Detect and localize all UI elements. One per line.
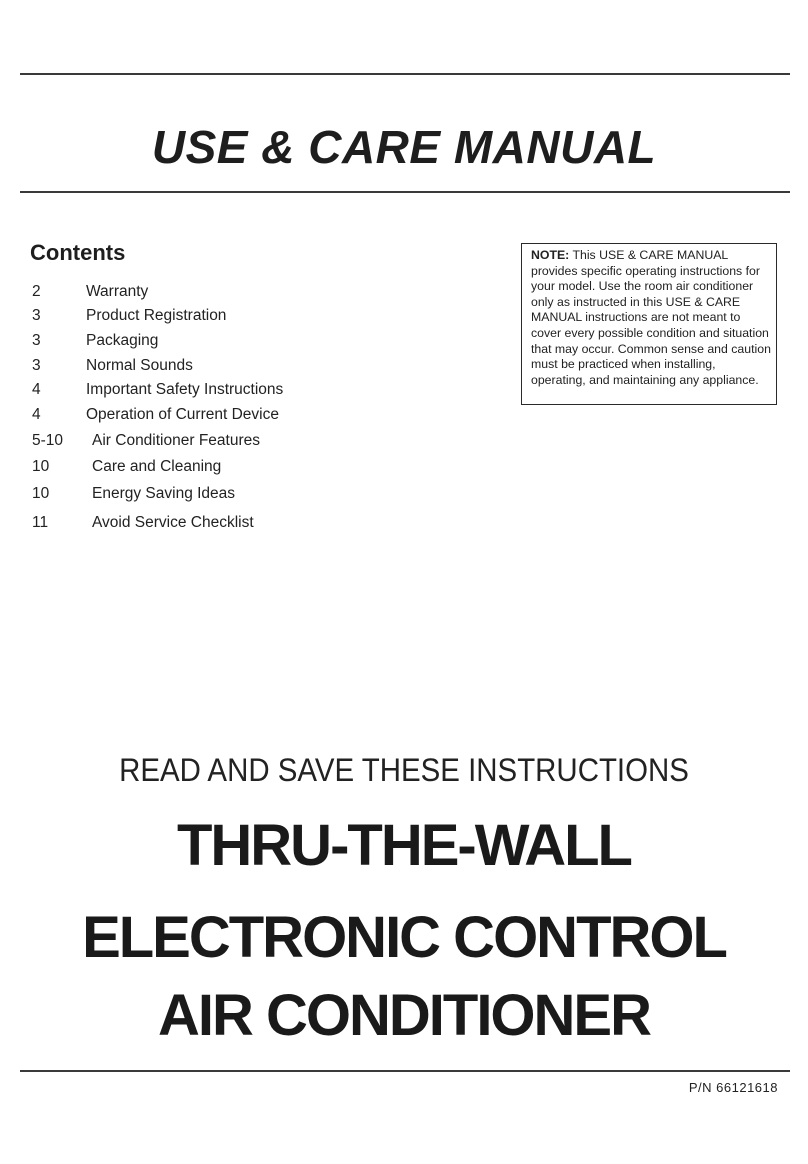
toc-item: [32, 307, 226, 325]
toc-label: Packaging: [86, 332, 159, 349]
toc-label: Energy Saving Ideas: [92, 485, 236, 502]
toc-label: Product Registration: [86, 307, 227, 324]
bottom-rule: [20, 1070, 790, 1072]
part-number: P/N 66121618: [688, 1080, 778, 1095]
toc-page: 4: [32, 406, 41, 423]
note-label: NOTE:: [531, 248, 570, 262]
toc-item: [32, 458, 221, 476]
toc-page: 2: [32, 283, 41, 300]
toc-page: 3: [32, 357, 41, 374]
toc-item: [32, 381, 283, 399]
note-box: [521, 243, 777, 405]
toc-label: Avoid Service Checklist: [92, 514, 254, 531]
toc-page: 5-10: [32, 432, 64, 449]
toc-page: 4: [32, 381, 41, 398]
toc-item: [32, 432, 260, 450]
title-underline-rule: [20, 191, 790, 193]
toc-item: [32, 485, 235, 503]
toc-label: Air Conditioner Features: [92, 432, 260, 449]
toc-label: Warranty: [86, 283, 149, 300]
read-save-instructions: READ AND SAVE THESE INSTRUCTIONS: [119, 752, 689, 788]
toc-label: Important Safety Instructions: [86, 381, 284, 398]
note-text: This USE & CARE MANUAL provides specific operating instructions for your model. Use the room air conditioner only as instructed in this USE & CARE MANUAL instructions are not meant to cover every possible condition and situation that may occur. Common sense and caution must be practiced when installing, operating, and maintaining any appliance.: [531, 248, 771, 387]
toc-item: [32, 514, 254, 532]
manual-title: USE & CARE MANUAL: [151, 121, 657, 173]
product-title-line-3: AIR CONDITIONER: [158, 983, 650, 1048]
contents-heading: Contents: [30, 240, 126, 265]
toc-page: 11: [32, 514, 49, 531]
toc-label: Care and Cleaning: [92, 458, 222, 475]
product-title-line-1: THRU-THE-WALL: [176, 813, 631, 878]
toc-item: [32, 357, 193, 375]
toc-page: 10: [32, 485, 50, 502]
toc-item: [32, 332, 158, 350]
toc-item: [32, 283, 148, 301]
toc-page: 10: [32, 458, 50, 475]
toc-label: Operation of Current Device: [86, 406, 279, 423]
toc-page: 3: [32, 307, 41, 324]
toc-page: 3: [32, 332, 41, 349]
toc-label: Normal Sounds: [86, 357, 193, 374]
toc-item: [32, 406, 279, 424]
product-title-line-2: ELECTRONIC CONTROL: [82, 905, 726, 970]
top-rule: [20, 73, 790, 75]
